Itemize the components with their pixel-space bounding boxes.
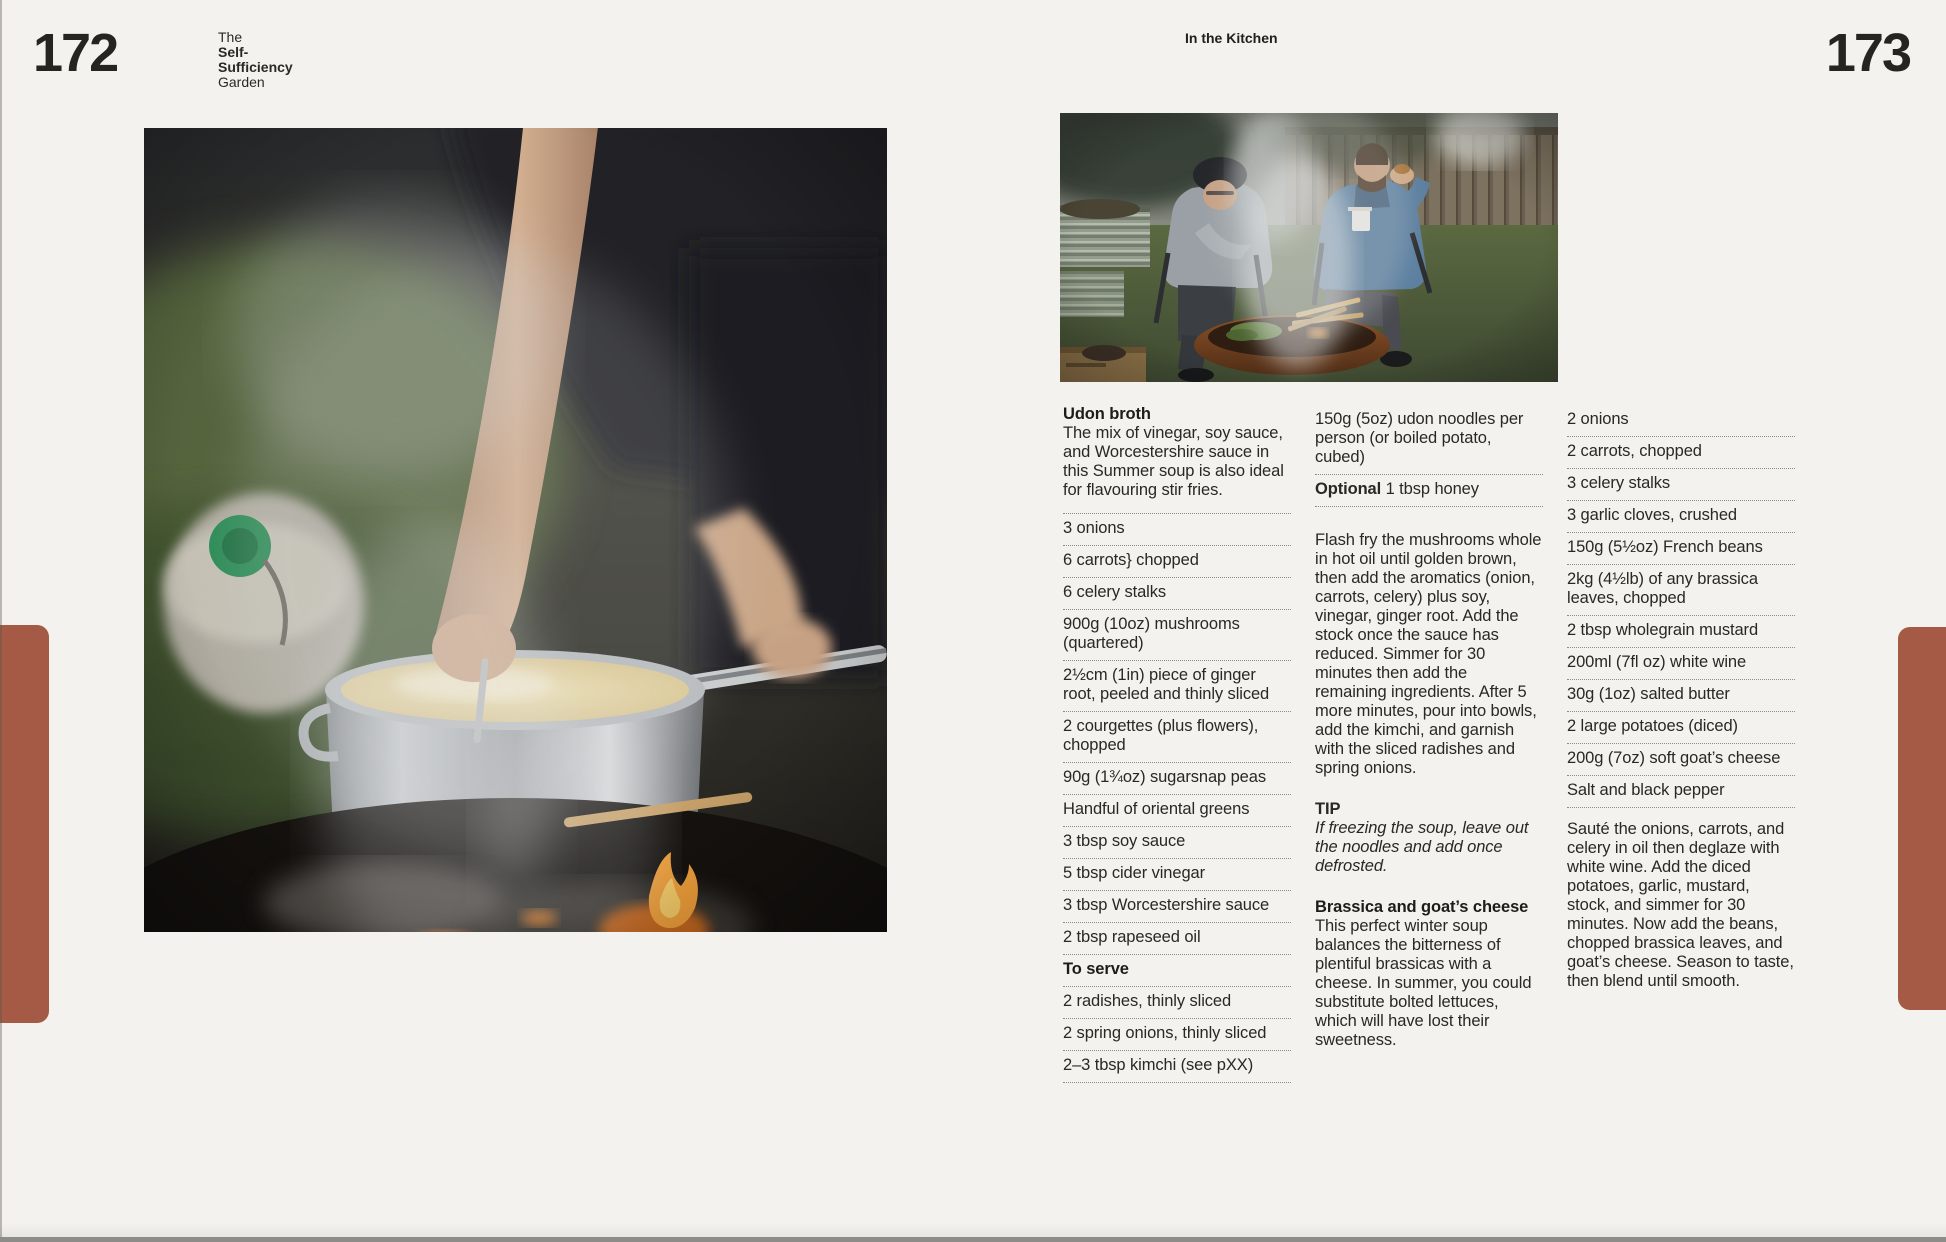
bottom-shade <box>0 1223 1946 1237</box>
book-title-line: Self- <box>218 44 249 60</box>
ingredient-row: 3 tbsp Worcestershire sauce <box>1063 891 1291 923</box>
ingredient-row: 5 tbsp cider vinegar <box>1063 859 1291 891</box>
chapter-tab-right <box>1898 627 1946 1010</box>
recipe-title-udon: Udon broth <box>1063 405 1151 423</box>
ingredient-row: 2–3 tbsp kimchi (see pXX) <box>1063 1051 1291 1083</box>
ingredient-row: 200g (7oz) soft goat’s cheese <box>1567 744 1795 776</box>
method-brassica: Sauté the onions, carrots, and celery in oil then deglaze with white wine. Add the diced potatoes, garlic, mustard, stock, and simmer for 30 minutes. Now add the beans, chopped brassica leaves, and goat’s cheese. Season to taste, then blend until smooth. <box>1567 820 1794 990</box>
ingredient-row: 2 carrots, chopped <box>1567 437 1795 469</box>
ingredient-row: Salt and black pepper <box>1567 776 1795 808</box>
ingredient-row: 150g (5oz) udon noodles per person (or boiled potato, cubed) <box>1315 405 1543 475</box>
recipe-intro-udon: The mix of vinegar, soy sauce, and Worcestershire sauce in this Summer soup is also ideal for flavouring stir fries. <box>1063 424 1284 499</box>
ingredient-row: 2 onions <box>1567 405 1795 437</box>
page-number-left: 172 <box>33 23 118 83</box>
photo-fireside-meal <box>1060 113 1558 382</box>
ingredient-row: 2kg (4½lb) of any brassica leaves, chopped <box>1567 565 1795 616</box>
book-title-line: The <box>218 29 243 45</box>
ingredient-row: 30g (1oz) salted butter <box>1567 680 1795 712</box>
method-udon: Flash fry the mushrooms whole in hot oil until golden brown, then add the aromatics (onion, carrots, celery) plus soy, vinegar, ginger root. Add the stock once the sauce has reduced. Simmer for 30 minutes then add the remaining ingredients. After 5 more minutes, pour into bowls, add the kimchi, and garnish with the sliced radishes and spring onions. <box>1315 531 1542 777</box>
ingredient-row: 200ml (7fl oz) white wine <box>1567 648 1795 680</box>
book-title-line: Garden <box>218 74 265 90</box>
recipe-title-brassica: Brassica and goat’s cheese <box>1315 898 1529 916</box>
ingredient-row: 3 celery stalks <box>1567 469 1795 501</box>
tip-label: TIP <box>1315 800 1341 818</box>
book-title <box>218 30 293 90</box>
ingredient-row: Handful of oriental greens <box>1063 795 1291 827</box>
recipe-column-udon-method <box>1315 405 1543 1050</box>
to-serve-label: To serve <box>1063 955 1291 987</box>
ingredient-list-brassica <box>1567 405 1795 808</box>
ingredient-row: 2 radishes, thinly sliced <box>1063 987 1291 1019</box>
ingredient-row: 2 tbsp rapeseed oil <box>1063 923 1291 955</box>
to-serve-list <box>1063 987 1291 1083</box>
recipe-intro-brassica: This perfect winter soup balances the bitterness of plentiful brassicas with a cheese. In summer, you could substitute bolted lettuces, which will have lost their sweetness. <box>1315 917 1532 1049</box>
chapter-tab-left <box>0 625 49 1023</box>
optional-text: 1 tbsp honey <box>1385 480 1479 498</box>
page-number-right: 173 <box>1825 23 1910 83</box>
ingredient-row: 90g (1¾oz) sugarsnap peas <box>1063 763 1291 795</box>
ingredient-row: 900g (10oz) mushrooms (quartered) <box>1063 610 1291 661</box>
ingredient-row: 150g (5½oz) French beans <box>1567 533 1795 565</box>
ingredient-row: 3 tbsp soy sauce <box>1063 827 1291 859</box>
ingredient-row: 6 celery stalks <box>1063 578 1291 610</box>
page-edge-line <box>0 0 2 1242</box>
ingredient-row: 6 carrots} chopped <box>1063 546 1291 578</box>
recipe-column-brassica <box>1567 405 1795 991</box>
ingredient-row-optional <box>1315 475 1543 507</box>
ingredient-row: 2 tbsp wholegrain mustard <box>1567 616 1795 648</box>
running-head: In the Kitchen <box>1185 30 1278 46</box>
ingredient-row: 3 onions <box>1063 514 1291 546</box>
photo-campfire-pot <box>144 128 887 932</box>
ingredient-row: 2½cm (1in) piece of ginger root, peeled and thinly sliced <box>1063 661 1291 712</box>
bottom-edge-strip <box>0 1237 1946 1242</box>
ingredient-row: 2 spring onions, thinly sliced <box>1063 1019 1291 1051</box>
ingredient-row: 3 garlic cloves, crushed <box>1567 501 1795 533</box>
optional-label: Optional <box>1315 480 1382 498</box>
ingredient-row: 2 courgettes (plus flowers), chopped <box>1063 712 1291 763</box>
ingredient-row: 2 large potatoes (diced) <box>1567 712 1795 744</box>
book-title-line: Sufficiency <box>218 59 293 75</box>
ingredient-list-udon <box>1063 513 1291 955</box>
recipe-column-udon-ingredients <box>1063 405 1291 1083</box>
tip-text: If freezing the soup, leave out the noodles and add once defrosted. <box>1315 819 1529 875</box>
